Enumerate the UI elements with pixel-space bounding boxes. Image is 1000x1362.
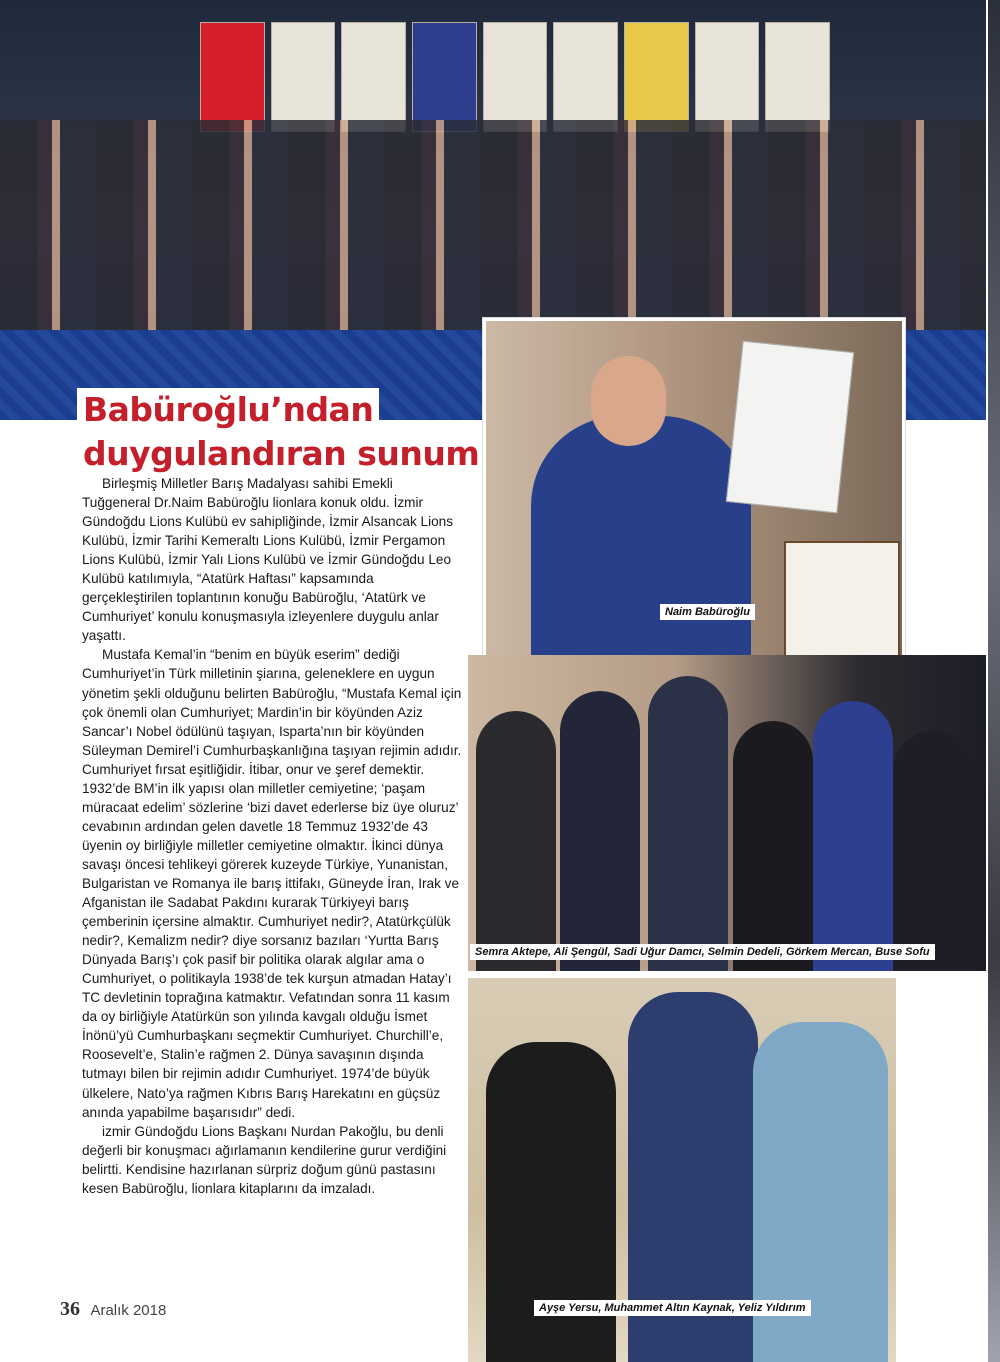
banner [341, 22, 406, 132]
banner [624, 22, 689, 132]
article-paragraph: Mustafa Kemal’in “benim en büyük eserim” dediği Cumhuriyet’in Türk milletinin şiarına, geleneklere en uygun yönetim şekli olduğunu belirten Babüroğlu, “Mustafa Kemal için çok önemli olan Cumhuriyet; Mardin’in bir köyünden Aziz Sancar’ı Nobel ödülünü taşıyan, Isparta’nın bir köyünden Süleyman Demirel’i Cumhurbaşkanlığına taşıyan rejimin adıdır. Cumhuriyet fırsat eşitliğidir. İtibar, onur ve şeref demektir. 1932’de BM’in ilk yapısı olan milletler cemiyetine; ‘paşam müracaat edelim’ sözlerine ‘bizi davet ederlerse biz üye oluruz’ cevabının ardından gelen davetle 18 Temmuz 1932’de 43 üyenin oy birliğiyle milletler cemiyetine olmaktır. İkinci dünya savaşı öncesi tehlikeyi görerek kuzeyde Türkiye, Yunanistan, Bulgaristan ve Romanya ile barış ittifakı, Güneyde İran, Irak ve Afganistan ile Sadabat Pakdını kurarak Türkiyeyi barış çemberinin içersine almaktır. Cumhuriyet nedir?, Atatürkçülük nedir?, Kemalizm nedir? diye sorsanız bazıları ‘Yurtta Barış Dünyada Barış’ı çok pasif bir politika olarak algılar ama o Cumhuriyet, o politikayla 1938’de tek kurşun atmadan Hatay’ı TC devletinin toprağına katmaktır. Vefatından sonra 11 kasım da oy birliğiyle Atatürkün son yılında kavgalı olduğu İsmet İnönü’yü Cumhurbaşkanı seçmektir Cumhuriyet. Churchill’e, Roosevelt’e, Stalin’e rağmen 2. Dünya savaşının dışında tutmayı bilen bir rejimin adıdır Cumhuriyet. 1974’de büyük ülkelere, Nato’ya rağmen Kıbrıs Barış Harekatını en güçsüz anında yapabilme başarısıdır” dedi. [82, 647, 462, 1120]
lions-podium [784, 541, 900, 670]
article-paragraph: Birleşmiş Milletler Barış Madalyası sahibi Emekli Tuğgeneral Dr.Naim Babüroğlu lionlara konuk oldu. İzmir Gündoğdu Lions Kulübü ev sahipliğinde, İzmir Alsancak Lions Kulübü, İzmir Tarihi Kemeraltı Lions Kulübü, İzmir Pergamon Lions Kulübü, İzmir Yalı Lions Kulübü ve İzmir Gündoğdu Leo Kulübü katılımıyla, “Atatürk Haftası” kapsamında gerçekleştirilen toplantının konuğu Babüroğlu, ‘Atatürk ve Cumhuriyet’ konulu konuşmasıyla izleyenlere duygulu anlar yaşattı. [82, 476, 454, 644]
article-body [82, 474, 464, 1198]
turkish-flag [200, 22, 265, 132]
article-headline [77, 388, 485, 476]
banner [765, 22, 830, 132]
person [893, 731, 973, 971]
speaker-figure [531, 416, 751, 670]
issue-date: Aralık 2018 [90, 1302, 167, 1319]
held-photograph [726, 341, 854, 514]
adjacent-page-strip [988, 0, 1000, 1362]
person [476, 711, 556, 971]
headline-line-2: duygulandıran sunum [77, 432, 485, 476]
person [648, 676, 728, 971]
banner [271, 22, 336, 132]
banner [553, 22, 618, 132]
article-paragraph: izmir Gündoğdu Lions Başkanı Nurdan Pakoğlu, bu denli değerli bir konuşmacı ağırlamanın kendilerine gurur verdiğini belirtti. Kendisine hazırlanan sürpriz doğum günü pastasını kesen Babüroğlu, lionlara kitaplarını da imzaladı. [82, 1123, 447, 1196]
page-number: 36 [60, 1298, 80, 1320]
person [813, 701, 893, 971]
banner [412, 22, 477, 132]
speaker-head [591, 356, 666, 446]
headline-line-1: Babüroğlu’ndan [77, 388, 379, 432]
person [733, 721, 813, 971]
page-footer [60, 1298, 166, 1321]
caption-group-six: Semra Aktepe, Ali Şengül, Sadi Uğur Damcı, Selmin Dedeli, Görkem Mercan, Buse Sofu [470, 944, 935, 960]
lions-banners [200, 22, 830, 132]
caption-speaker: Naim Babüroğlu [660, 604, 755, 620]
caption-group-three: Ayşe Yersu, Muhammet Altın Kaynak, Yeliz Yıldırım [534, 1300, 811, 1316]
group-photo-six [468, 655, 986, 971]
person [560, 691, 640, 971]
banner [483, 22, 548, 132]
banner [695, 22, 760, 132]
